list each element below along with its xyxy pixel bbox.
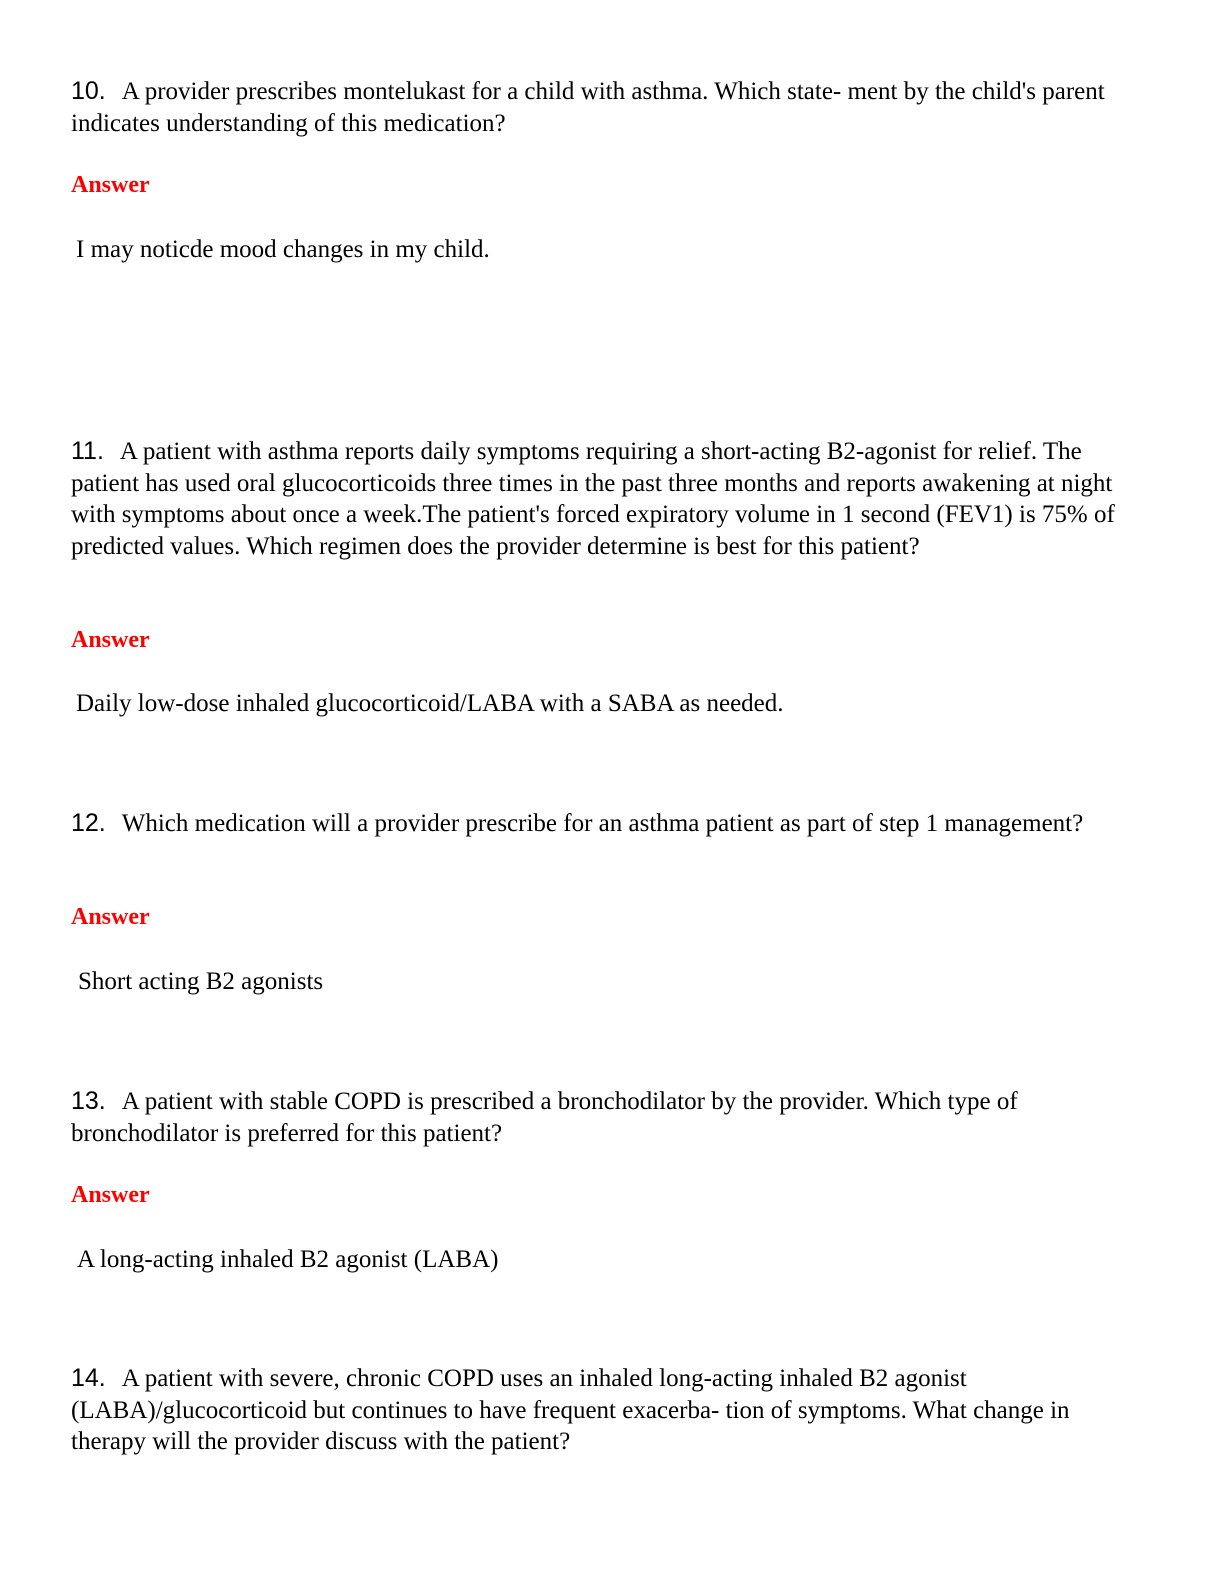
answer-label: Answer (71, 172, 150, 198)
question-14 (71, 1363, 1141, 1458)
question-13 (71, 1086, 1141, 1149)
answer-text: Daily low-dose inhaled glucocorticoid/LABA with a SABA as needed. (76, 690, 784, 717)
question-block-13 (71, 1086, 1141, 1273)
question-number: 13. (71, 1087, 106, 1115)
question-number: 10. (71, 77, 106, 105)
answer-text: Short acting B2 agonists (78, 968, 324, 995)
question-text: A patient with severe, chronic COPD uses an inhaled long-acting inhaled B2 agonist (LABA)/glucocorticoid but continues to have frequent exacerba- tion of symptoms. What change in therapy will the provider discuss with the patient? (71, 1365, 1070, 1455)
question-block-10 (71, 76, 1141, 263)
question-block-14 (71, 1363, 1141, 1458)
answer-label: Answer (71, 904, 150, 930)
answer-text: A long-acting inhaled B2 agonist (LABA) (77, 1246, 499, 1273)
question-12 (71, 808, 1141, 840)
question-text: Which medication will a provider prescribe for an asthma patient as part of step 1 management? (121, 810, 1084, 837)
question-10 (71, 76, 1141, 139)
question-block-12 (71, 808, 1141, 995)
question-number: 14. (71, 1364, 106, 1392)
question-number: 12. (71, 809, 106, 837)
answer-label: Answer (71, 1182, 150, 1208)
answer-text: I may noticde mood changes in my child. (76, 236, 490, 263)
question-block-11 (71, 436, 1141, 717)
question-11 (71, 436, 1141, 562)
answer-label: Answer (71, 627, 150, 653)
question-text: A provider prescribes montelukast for a child with asthma. Which state- ment by the child's parent indicates understanding of this medication? (71, 78, 1105, 137)
question-text: A patient with asthma reports daily symptoms requiring a short-acting B2-agonist for relief. The patient has used oral glucocorticoids three times in the past three months and reports awakening at night with symptoms about once a week.The patient's forced expiratory volume in 1 second (FEV1) is 75% of predicted values. Which regimen does the provider determine is best for this patient? (71, 438, 1115, 560)
question-text: A patient with stable COPD is prescribed a bronchodilator by the provider. Which type of bronchodilator is preferred for this patient? (71, 1088, 1018, 1147)
question-number: 11. (71, 437, 104, 465)
